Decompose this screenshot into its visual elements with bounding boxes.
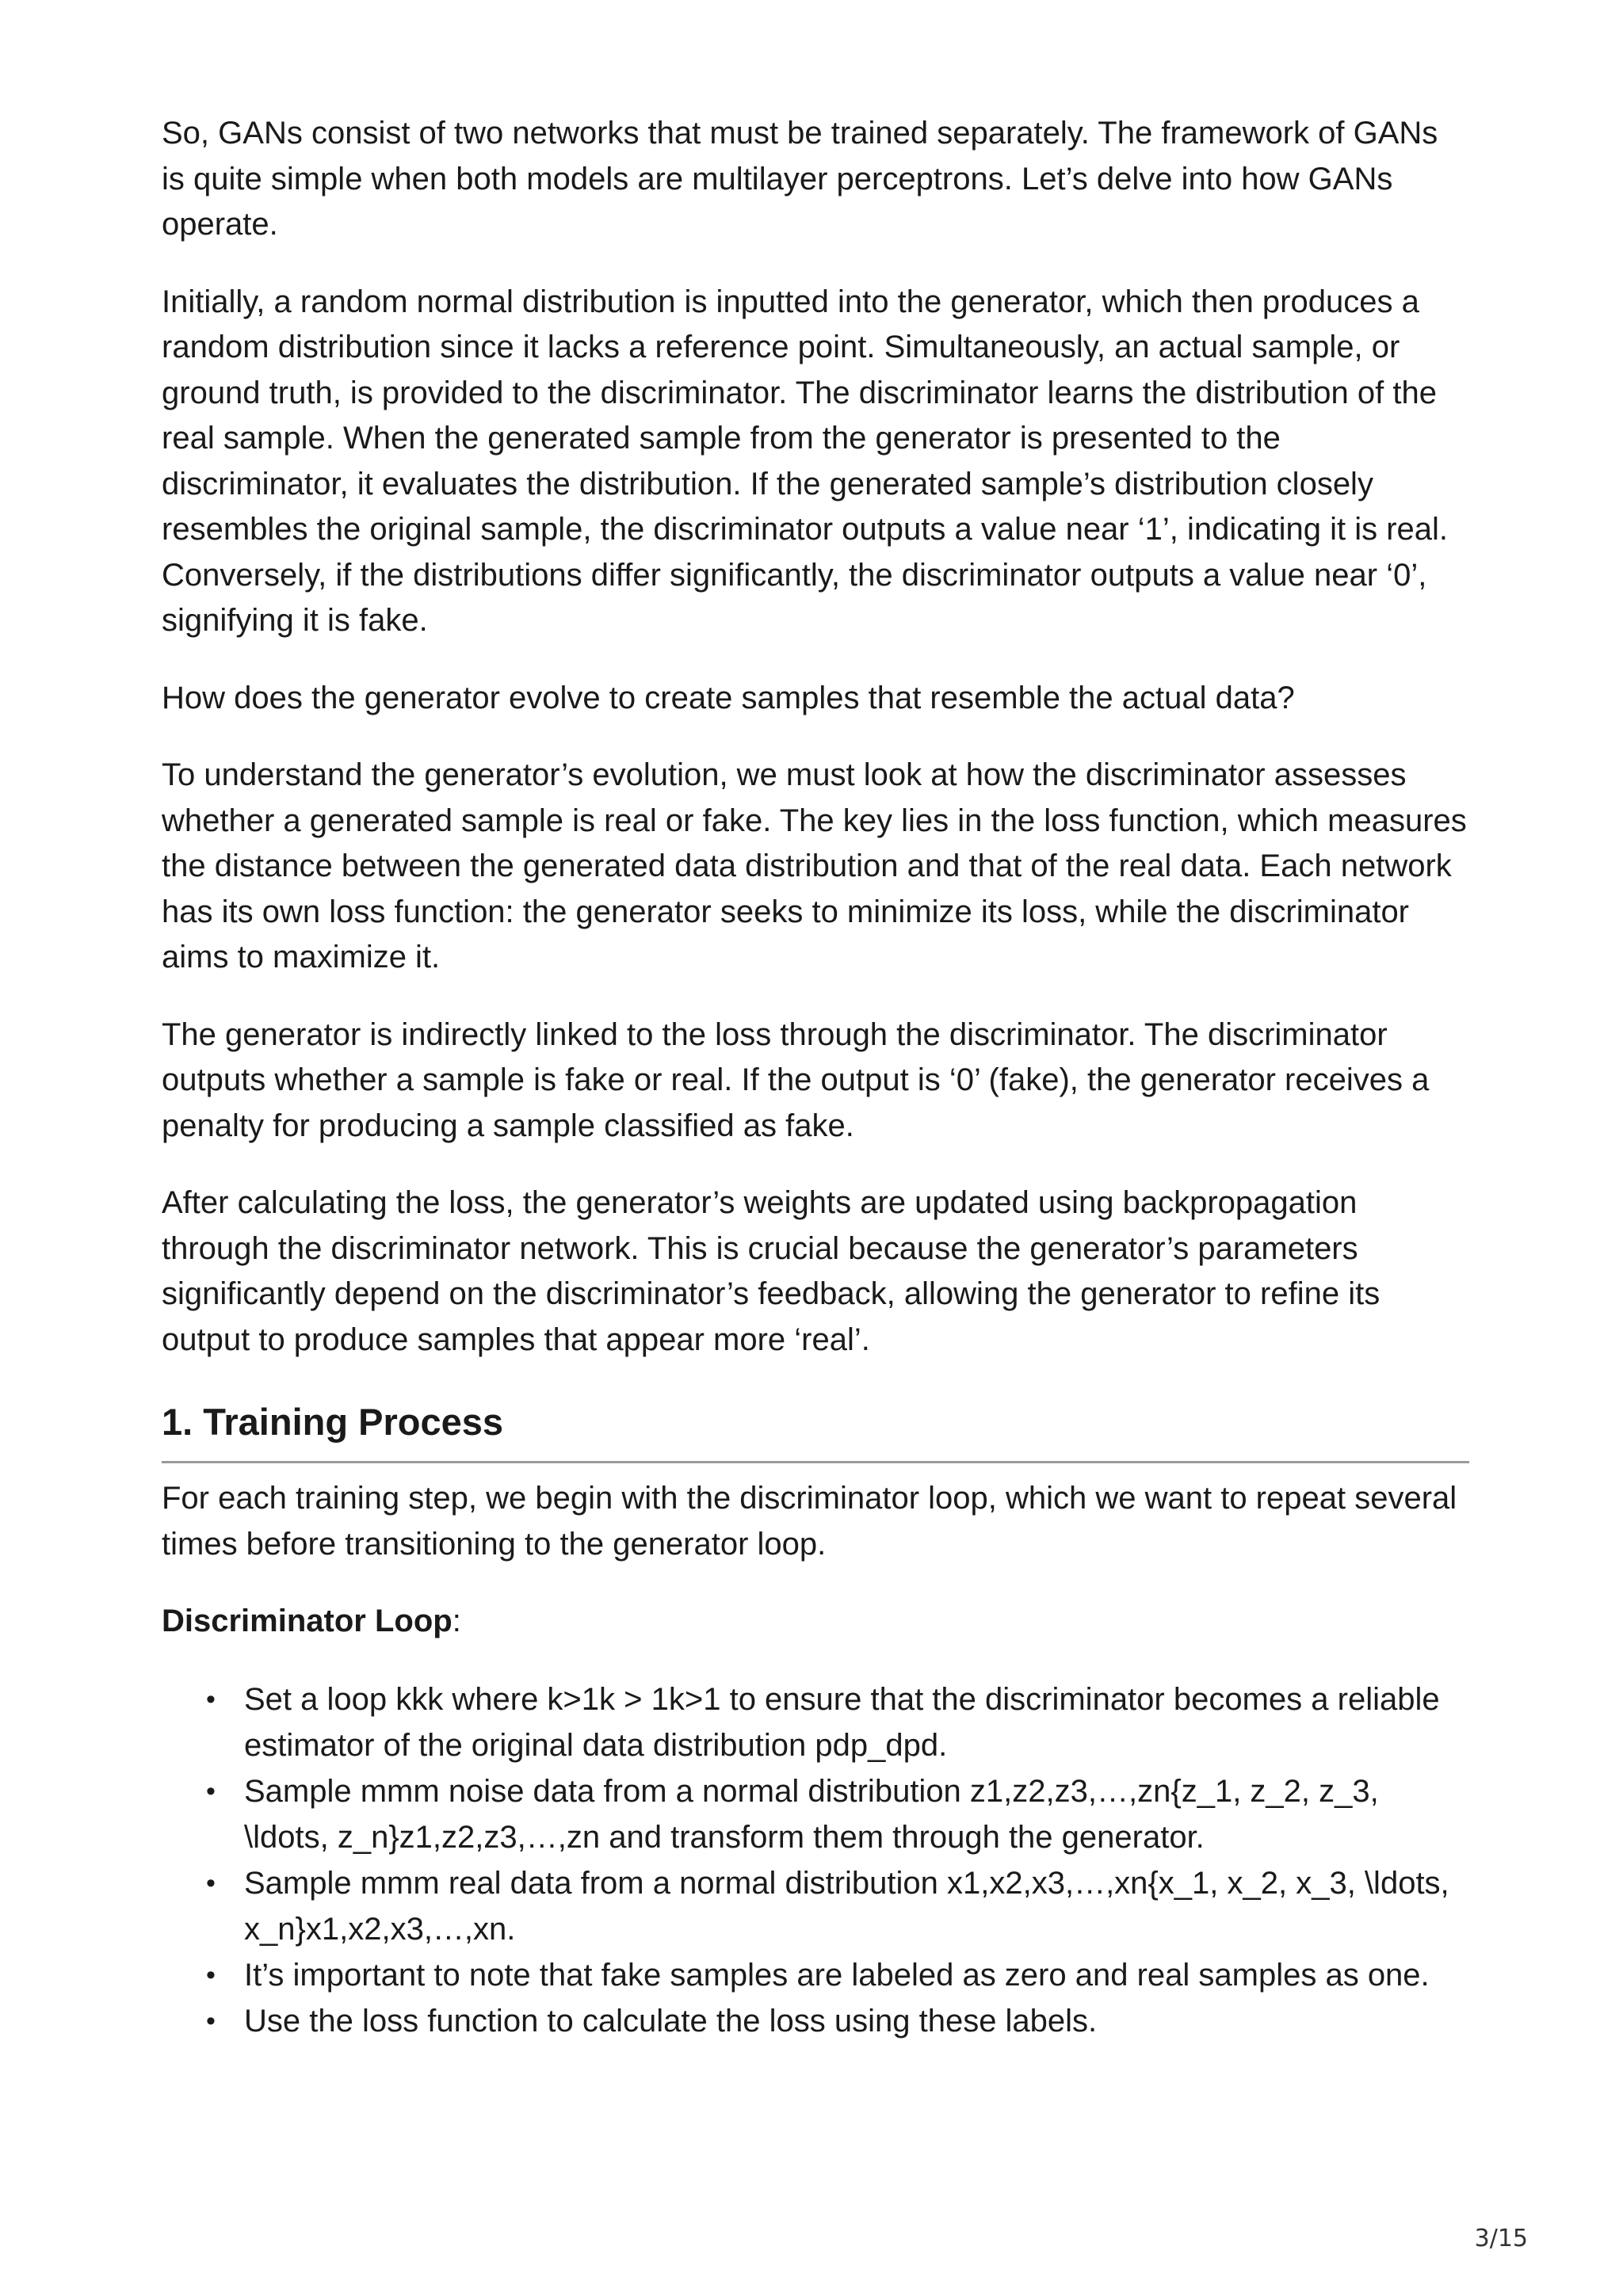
paragraph-generator-penalty: The generator is indirectly linked to the loss through the discriminator. The discriminator outputs whether a sample is fake or real. If the output is ‘0’ (fake), the generator receives a penalty for producing a sample classified as fake.: [162, 1016, 1430, 1143]
discriminator-loop-label: [162, 1599, 1469, 1645]
list-item: [206, 1998, 1469, 2044]
paragraph-gans-overview: So, GANs consist of two networks that must be trained separately. The framework of GANs is quite simple when both models are multilayer perceptrons. Let’s delve into how GANs operate.: [162, 116, 1438, 242]
bullet-icon: •: [206, 1684, 216, 1714]
bullet-icon: •: [206, 1867, 216, 1898]
list-item: [206, 1676, 1469, 1768]
bullet-icon: •: [206, 1959, 216, 1990]
list-item-text: Set a loop kkk where k>1k > 1k>1 to ensure that the discriminator becomes a reliable estimator of the original data distribution pdp_dpd.: [244, 1681, 1440, 1763]
list-item-text: It’s important to note that fake samples are labeled as zero and real samples as one.: [244, 1957, 1430, 1993]
page-number: 3/15: [1474, 2225, 1528, 2252]
bullet-icon: •: [206, 2005, 216, 2036]
list-item-text: Sample mmm real data from a normal distribution x1,x2,x3,…,xn{x_1, x_2, x_3, \ldots, x_n}x1,x2,x3,…,xn.: [244, 1865, 1449, 1947]
section-intro: For each training step, we begin with the discriminator loop, which we want to repeat several times before transitioning to the generator loop.: [162, 1481, 1457, 1562]
list-item-text: Sample mmm noise data from a normal distribution z1,z2,z3,…,zn{z_1, z_2, z_3, \ldots, z_n}z1,z2,z3,…,zn and transform them through the generator.: [244, 1773, 1379, 1855]
paragraph-backpropagation: After calculating the loss, the generator’s weights are updated using backpropagation through the discriminator network. This is crucial because the generator’s parameters significantly depend on the discriminator’s feedback, allowing the generator to refine its output to produce samples that appear more ‘real’.: [162, 1185, 1381, 1357]
list-item: [206, 1768, 1469, 1860]
section-heading: 1. Training Process: [162, 1394, 1469, 1463]
list-item-text: Use the loss function to calculate the loss using these labels.: [244, 2003, 1098, 2039]
document-page: [162, 111, 1469, 2044]
list-item: [206, 1952, 1469, 1998]
discriminator-steps-list: [162, 1676, 1469, 2044]
paragraph-question: How does the generator evolve to create samples that resemble the actual data?: [162, 680, 1295, 715]
list-item: [206, 1860, 1469, 1952]
paragraph-loss-function: To understand the generator’s evolution, we must look at how the discriminator assesses whether a generated sample is real or fake. The key lies in the loss function, which measures the distance between the generated data distribution and that of the real data. Each network has its own loss function: the generator seeks to minimize its loss, while the discriminator aims to maximize it.: [162, 757, 1467, 974]
bullet-icon: •: [206, 1775, 216, 1806]
label-colon: :: [452, 1604, 461, 1638]
discriminator-loop-title: Discriminator Loop: [162, 1604, 453, 1638]
paragraph-gans-operation: Initially, a random normal distribution is inputted into the generator, which then produces a random distribution since it lacks a reference point. Simultaneously, an actual sample, or ground truth, is provided to the discriminator. The discriminator learns the distribution of the real sample. When the generated sample from the generator is presented to the discriminator, it evaluates the distribution. If the generated sample’s distribution closely resembles the original sample, the discriminator outputs a value near ‘1’, indicating it is real. Conversely, if the distributions differ significantly, the discriminator outputs a value near ‘0’, signifying it is fake.: [162, 284, 1449, 638]
